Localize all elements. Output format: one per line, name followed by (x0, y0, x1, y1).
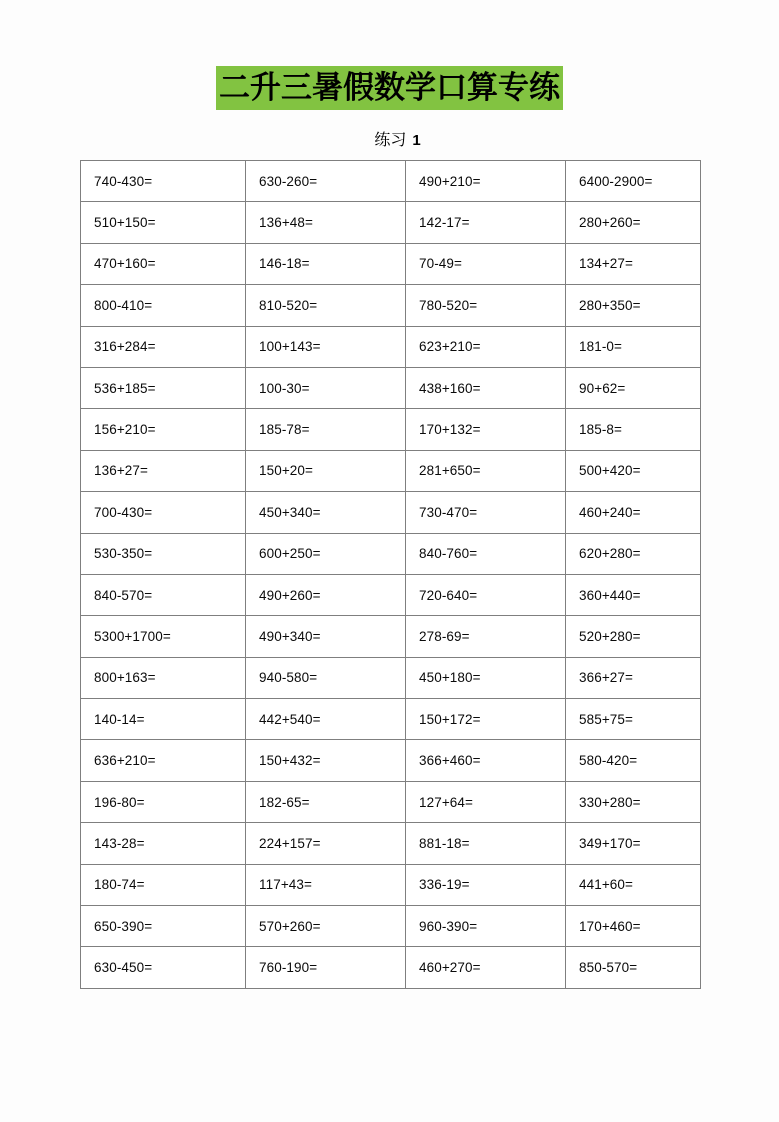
problem-cell[interactable]: 142-17= (406, 202, 566, 243)
problem-cell[interactable]: 140-14= (81, 699, 246, 740)
problem-cell[interactable]: 720-640= (406, 574, 566, 615)
problem-cell[interactable]: 127+64= (406, 781, 566, 822)
problem-cell[interactable]: 450+340= (246, 492, 406, 533)
problem-cell[interactable]: 136+48= (246, 202, 406, 243)
table-row (81, 243, 701, 284)
problem-cell[interactable]: 585+75= (566, 699, 701, 740)
problem-cell[interactable]: 650-390= (81, 906, 246, 947)
problem-cell[interactable]: 143-28= (81, 823, 246, 864)
problem-cell[interactable]: 100-30= (246, 367, 406, 408)
problem-cell[interactable]: 530-350= (81, 533, 246, 574)
problem-cell[interactable]: 940-580= (246, 657, 406, 698)
problem-cell[interactable]: 281+650= (406, 450, 566, 491)
problem-cell[interactable]: 740-430= (81, 161, 246, 202)
problem-cell[interactable]: 460+270= (406, 947, 566, 988)
problem-cell[interactable]: 470+160= (81, 243, 246, 284)
problem-cell[interactable]: 117+43= (246, 864, 406, 905)
problem-cell[interactable]: 510+150= (81, 202, 246, 243)
problem-cell[interactable]: 630-260= (246, 161, 406, 202)
problem-cell[interactable]: 136+27= (81, 450, 246, 491)
problem-cell[interactable]: 280+260= (566, 202, 701, 243)
table-row (81, 533, 701, 574)
problem-cell[interactable]: 760-190= (246, 947, 406, 988)
problem-cell[interactable]: 366+460= (406, 740, 566, 781)
problem-cell[interactable]: 630-450= (81, 947, 246, 988)
problem-cell[interactable]: 700-430= (81, 492, 246, 533)
exercise-number: 1 (412, 132, 421, 149)
problem-cell[interactable]: 840-570= (81, 574, 246, 615)
problem-cell[interactable]: 800+163= (81, 657, 246, 698)
problem-cell[interactable]: 438+160= (406, 367, 566, 408)
problem-cell[interactable]: 170+132= (406, 409, 566, 450)
problem-cell[interactable]: 181-0= (566, 326, 701, 367)
problem-cell[interactable]: 170+460= (566, 906, 701, 947)
problem-cell[interactable]: 490+340= (246, 616, 406, 657)
table-row (81, 367, 701, 408)
problem-cell[interactable]: 623+210= (406, 326, 566, 367)
table-row (81, 740, 701, 781)
problem-cell[interactable]: 360+440= (566, 574, 701, 615)
problem-cell[interactable]: 70-49= (406, 243, 566, 284)
exercise-label: 练习 (374, 132, 407, 149)
problem-cell[interactable]: 730-470= (406, 492, 566, 533)
table-row (81, 492, 701, 533)
problem-cell[interactable]: 800-410= (81, 285, 246, 326)
problem-cell[interactable]: 182-65= (246, 781, 406, 822)
problem-cell[interactable]: 960-390= (406, 906, 566, 947)
problem-cell[interactable]: 840-760= (406, 533, 566, 574)
table-row (81, 906, 701, 947)
problem-cell[interactable]: 570+260= (246, 906, 406, 947)
problem-cell[interactable]: 810-520= (246, 285, 406, 326)
table-row (81, 616, 701, 657)
exercise-subtitle-container (0, 127, 779, 150)
problem-cell[interactable]: 780-520= (406, 285, 566, 326)
problem-cell[interactable]: 180-74= (81, 864, 246, 905)
table-row (81, 202, 701, 243)
table-row (81, 864, 701, 905)
problem-cell[interactable]: 146-18= (246, 243, 406, 284)
problem-cell[interactable]: 366+27= (566, 657, 701, 698)
problem-cell[interactable]: 500+420= (566, 450, 701, 491)
problem-cell[interactable]: 5300+1700= (81, 616, 246, 657)
problem-cell[interactable]: 150+172= (406, 699, 566, 740)
table-row (81, 326, 701, 367)
table-row (81, 450, 701, 491)
problems-table (80, 160, 701, 989)
problem-cell[interactable]: 224+157= (246, 823, 406, 864)
problem-cell[interactable]: 600+250= (246, 533, 406, 574)
problem-cell[interactable]: 580-420= (566, 740, 701, 781)
problem-cell[interactable]: 620+280= (566, 533, 701, 574)
page-title: 二升三暑假数学口算专练 (216, 66, 563, 110)
problem-cell[interactable]: 881-18= (406, 823, 566, 864)
problem-cell[interactable]: 90+62= (566, 367, 701, 408)
problem-cell[interactable]: 441+60= (566, 864, 701, 905)
page-title-container (0, 66, 779, 110)
problem-cell[interactable]: 100+143= (246, 326, 406, 367)
problem-cell[interactable]: 850-570= (566, 947, 701, 988)
problem-cell[interactable]: 280+350= (566, 285, 701, 326)
table-row (81, 409, 701, 450)
table-row (81, 574, 701, 615)
problem-cell[interactable]: 150+432= (246, 740, 406, 781)
table-row (81, 285, 701, 326)
problem-cell[interactable]: 490+210= (406, 161, 566, 202)
problem-cell[interactable]: 460+240= (566, 492, 701, 533)
problem-cell[interactable]: 636+210= (81, 740, 246, 781)
problem-cell[interactable]: 450+180= (406, 657, 566, 698)
table-row (81, 947, 701, 988)
table-row (81, 823, 701, 864)
problem-cell[interactable]: 442+540= (246, 699, 406, 740)
problem-cell[interactable]: 156+210= (81, 409, 246, 450)
table-row (81, 657, 701, 698)
problem-cell[interactable]: 349+170= (566, 823, 701, 864)
problem-cell[interactable]: 185-8= (566, 409, 701, 450)
problem-cell[interactable]: 490+260= (246, 574, 406, 615)
problem-cell[interactable]: 196-80= (81, 781, 246, 822)
problem-cell[interactable]: 520+280= (566, 616, 701, 657)
problem-cell[interactable]: 278-69= (406, 616, 566, 657)
problems-table-body (81, 161, 701, 989)
problem-cell[interactable]: 316+284= (81, 326, 246, 367)
exercise-subtitle (374, 127, 420, 150)
problem-cell[interactable]: 536+185= (81, 367, 246, 408)
problem-cell[interactable]: 150+20= (246, 450, 406, 491)
problem-cell[interactable]: 330+280= (566, 781, 701, 822)
problem-cell[interactable]: 336-19= (406, 864, 566, 905)
problem-cell[interactable]: 185-78= (246, 409, 406, 450)
problem-cell[interactable]: 134+27= (566, 243, 701, 284)
table-row (81, 161, 701, 202)
problem-cell[interactable]: 6400-2900= (566, 161, 701, 202)
table-row (81, 781, 701, 822)
table-row (81, 699, 701, 740)
